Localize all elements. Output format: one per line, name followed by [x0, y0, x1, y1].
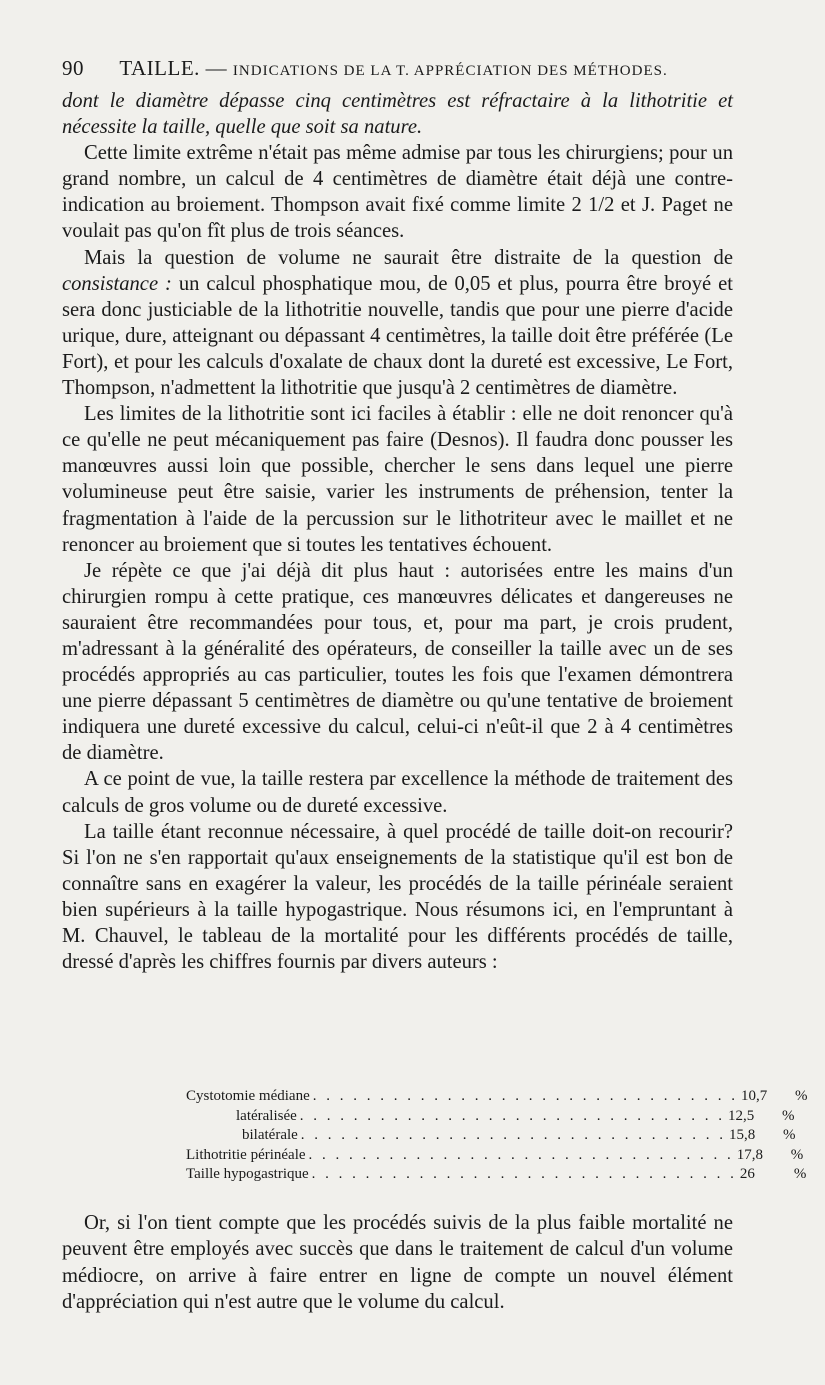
row-label: Taille hypogastrique — [186, 1166, 309, 1182]
paragraph-8: Or, si l'on tient compte que les procédés suivis de la plus faible mortalité ne peuvent être employés avec succès que dans le traitement de calcul d'un volume médiocre, on arrive à faire entrer en ligne de compte un nouvel élément d'appréciation qui n'est autre que le volume du calcul. — [62, 1212, 733, 1313]
leader-dots: . . . . . . . . . . . . . . . . . . . . . . . . . . . . . . . . — [300, 1127, 727, 1143]
row-value: 17,8 — [736, 1146, 764, 1163]
row-label: bilatérale — [242, 1127, 298, 1143]
row-unit: % — [783, 1127, 796, 1143]
page-number: 90 — [62, 56, 84, 80]
paragraph-1: dont le diamètre dépasse cinq centimètres est réfractaire à la lithotritie et nécessite la taille, quelle que soit sa nature. — [62, 90, 733, 139]
paragraph-4: Les limites de la lithotritie sont ici faciles à établir : elle ne doit renoncer qu'à ce qu'elle ne peut mécaniquement pas faire (Desnos). Il faudra donc pousser les manœuvres aussi loin que possible, chercher le sens dans lequel une pierre volumineuse peut être saisie, varier les instruments de préhension, tenter la fragmentation à l'aide de la percussion sur le lithotriteur avec le maillet et ne renoncer au broiement que si toutes les tentatives échouent. — [62, 403, 733, 556]
table-row — [186, 1126, 796, 1146]
paragraph-7: La taille étant reconnue nécessaire, à quel procédé de taille doit-on recourir? Si l'on ne s'en rapportait qu'aux enseignements de la statistique qu'il est bon de connaître sans en exagérer la valeur, les procédés de la taille périnéale seraient bien supérieurs à la taille hypogastrique. Nous résumons ici, en l'empruntant à M. Chauvel, le tableau de la mortalité pour les différents procédés de taille, dressé d'après les chiffres fournis par divers auteurs : — [62, 820, 733, 974]
table-row — [186, 1146, 804, 1166]
row-unit: % — [782, 1107, 795, 1124]
mortality-table — [186, 1087, 808, 1185]
row-unit: % — [790, 1146, 804, 1163]
row-value: 26 — [739, 1166, 755, 1182]
running-subtitle: INDICATIONS DE LA T. APPRÉCIATION DES MÉTHODES. — [232, 63, 668, 79]
row-value: 12,5 — [728, 1107, 755, 1124]
leader-dots: . . . . . . . . . . . . . . . . . . . . . . . . . . . . . . . . — [311, 1166, 737, 1182]
table-row — [186, 1165, 807, 1185]
paragraph-6: A ce point de vue, la taille restera par excellence la méthode de traitement des calculs de gros volume ou de dureté excessive. — [62, 768, 733, 817]
running-title: TAILLE. — [119, 56, 200, 80]
main-text — [62, 88, 733, 975]
row-label: Lithotritie périnéale — [186, 1146, 306, 1163]
running-header — [62, 56, 742, 81]
table-row — [186, 1107, 795, 1127]
closing-text — [62, 1210, 733, 1315]
row-value: 15,8 — [729, 1127, 756, 1143]
row-label: Cystotomie médiane — [186, 1088, 310, 1104]
paragraph-2: Cette limite extrême n'était pas même admise par tous les chirurgiens; pour un grand nombre, un calcul de 4 centimètres de diamètre était déjà une contre-indication au broiement. Thompson avait fixé comme limite 2 1/2 et J. Paget ne voulait pas qu'on fît plus de trois séances. — [62, 142, 733, 243]
header-dash: — — [205, 56, 228, 80]
leader-dots: . . . . . . . . . . . . . . . . . . . . . . . . . . . . . . . . — [312, 1088, 738, 1104]
row-label: latéralisée — [236, 1107, 297, 1124]
paragraph-3-rest: un calcul phosphatique mou, de 0,05 et plus, pourra être broyé et sera donc justiciable de la lithotritie nouvelle, tandis que pour une pierre d'acide urique, dure, atteignant ou dépassant 4 centimètres, la taille doit être préférée (Le Fort), et pour les calculs d'oxalate de chaux dont la dureté est excessive, Le Fort, Thompson, n'admettent la lithotritie que jusqu'à 2 centimètres de diamètre. — [62, 272, 733, 400]
row-unit: % — [794, 1088, 808, 1104]
paragraph-5: Je répète ce que j'ai déjà dit plus haut : autorisées entre les mains d'un chirurgien rompu à cette pratique, ces manœuvres délicates et dangereuses ne sauraient être recommandées pour tous, et, pour ma part, je crois prudent, m'adressant à la généralité des opérateurs, de conseiller la taille avec un de ses procédés appropriés au cas particulier, toutes les fois que l'examen démontrera une pierre dépassant 5 centimètres de diamètre ou qu'une tentative de broiement indiquera une dureté excessive du calcul, celui-ci n'eût-il que 2 à 4 centimètres de diamètre. — [62, 559, 733, 765]
table-row — [186, 1087, 808, 1107]
row-value: 10,7 — [740, 1088, 768, 1104]
row-unit: % — [793, 1166, 807, 1182]
paragraph-3-emphasis: consistance : — [62, 272, 172, 295]
paragraph-3-start: Mais la question de volume ne saurait être distraite de la question de — [84, 246, 733, 269]
paragraph-3 — [62, 245, 733, 402]
leader-dots: . . . . . . . . . . . . . . . . . . . . . . . . . . . . . . . . — [308, 1146, 734, 1163]
leader-dots: . . . . . . . . . . . . . . . . . . . . . . . . . . . . . . . . — [299, 1107, 726, 1124]
